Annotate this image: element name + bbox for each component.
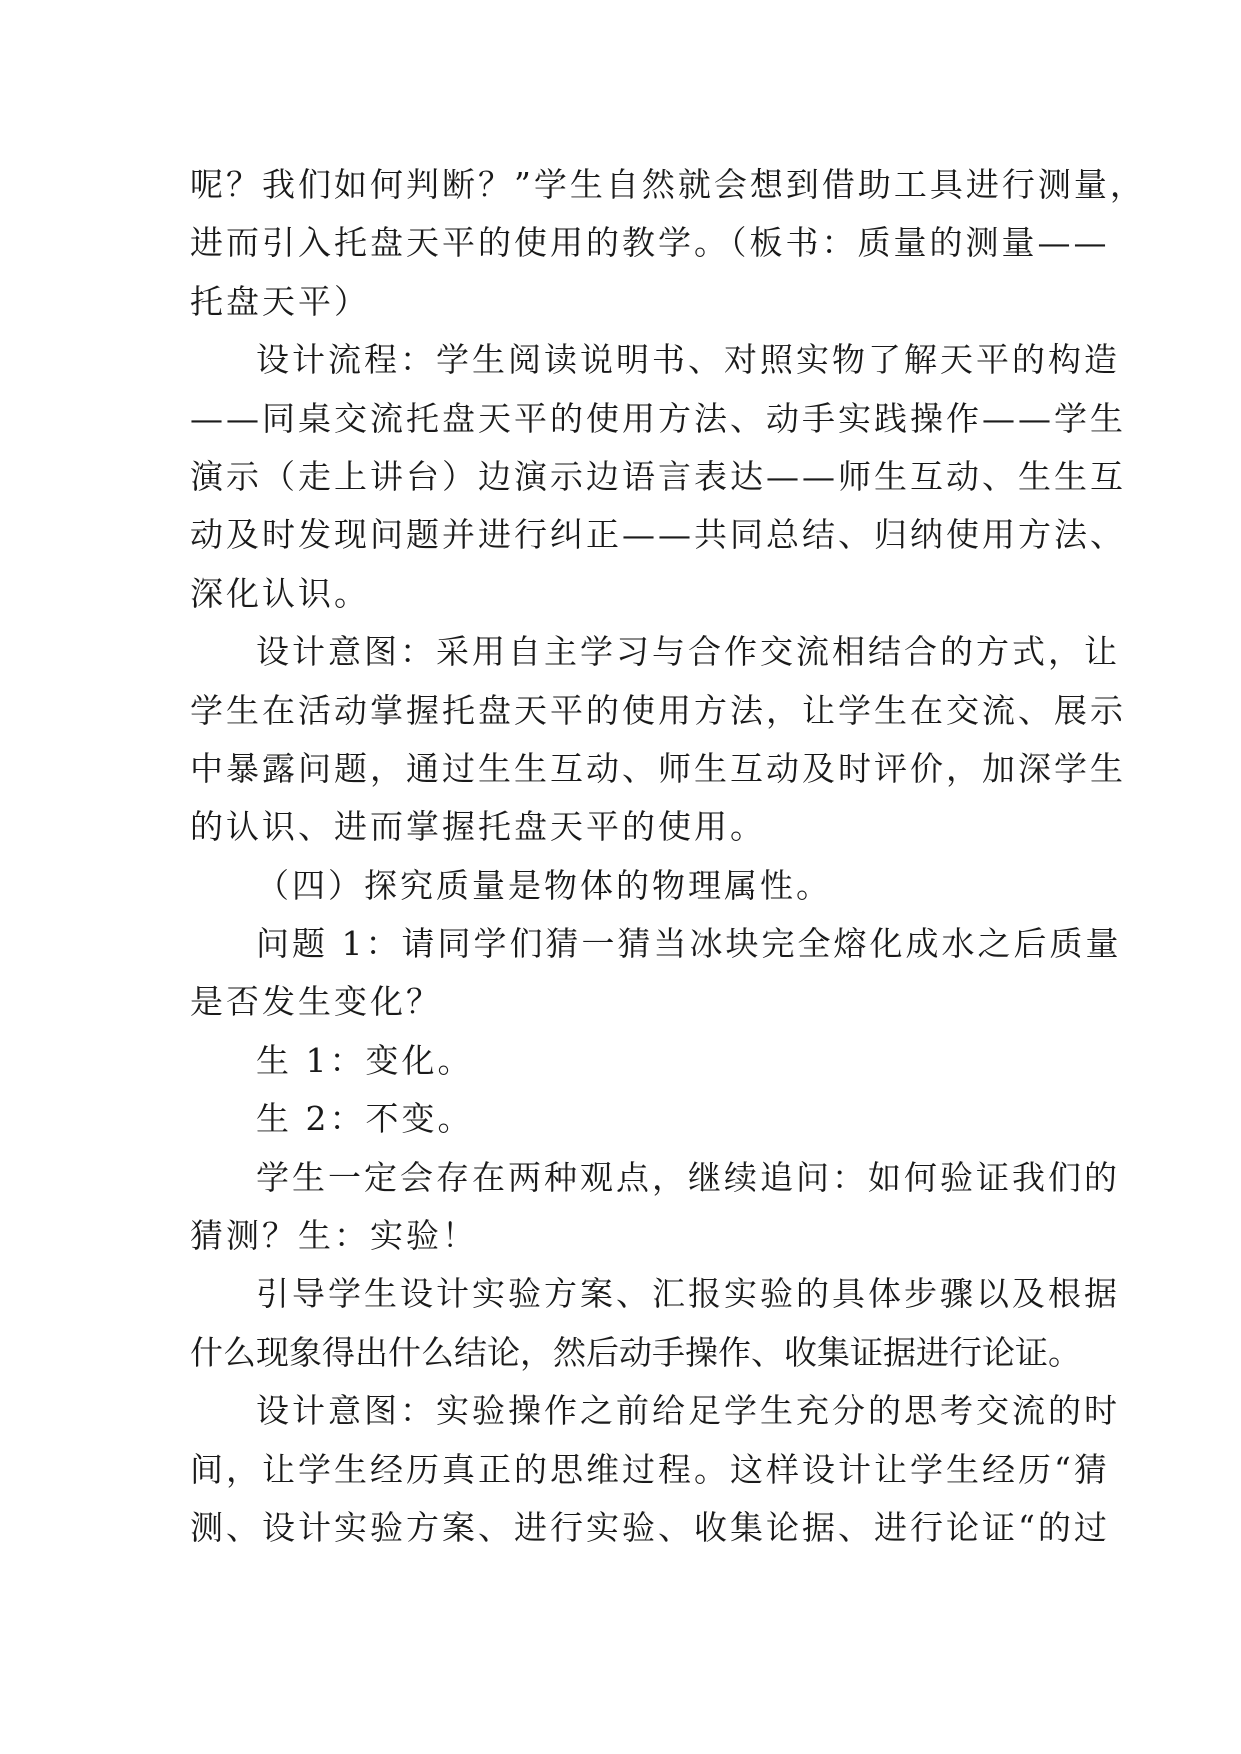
text-line: 动及时发现问题并进行纠正——共同总结、归纳使用方法、 (190, 515, 1126, 555)
text-line: 演示（走上讲台）边演示边语言表达——师生互动、生生互 (190, 456, 1126, 496)
text-line: 学生在活动掌握托盘天平的使用方法，让学生在交流、展示 (190, 690, 1126, 730)
text-line: 引导学生设计实验方案、汇报实验的具体步骤以及根据 (256, 1274, 1120, 1314)
text-line: 设计意图：采用自主学习与合作交流相结合的方式，让 (256, 632, 1120, 672)
text-line: 呢？我们如何判断？”学生自然就会想到借助工具进行测量， (190, 165, 1146, 204)
text-line: 问题 1：请同学们猜一猜当冰块完全熔化成水之后质量 (256, 924, 1122, 964)
section-heading: （四）探究质量是物体的物理属性。 (256, 865, 832, 905)
text-line: 生 1：变化。 (256, 1040, 474, 1080)
text-line: 生 2：不变。 (256, 1099, 474, 1139)
text-line: 间，让学生经历真正的思维过程。这样设计让学生经历“猜 (190, 1449, 1110, 1489)
text-line: 设计流程：学生阅读说明书、对照实物了解天平的构造 (256, 340, 1120, 380)
text-line: 设计意图：实验操作之前给足学生充分的思考交流的时 (256, 1391, 1120, 1431)
text-line: 托盘天平） (190, 281, 370, 321)
text-line: 深化认识。 (190, 573, 370, 613)
text-line: 测、设计实验方案、进行实验、收集论据、进行论证“的过 (190, 1507, 1110, 1547)
text-line: 进而引入托盘天平的使用的教学。（板书：质量的测量—— (190, 223, 1110, 263)
text-line: 是否发生变化？ (190, 982, 442, 1022)
document-body (190, 156, 1146, 1557)
text-line: 学生一定会存在两种观点，继续追问：如何验证我们的 (256, 1157, 1120, 1197)
text-line: 中暴露问题，通过生生互动、师生互动及时评价，加深学生 (190, 748, 1126, 788)
text-line: 什么现象得出什么结论，然后动手操作、收集证据进行论证。 (190, 1332, 1081, 1372)
text-line: 猜测？生：实验！ (190, 1216, 478, 1256)
text-line: 的认识、进而掌握托盘天平的使用。 (190, 807, 766, 847)
text-line: ——同桌交流托盘天平的使用方法、动手实践操作——学生 (190, 398, 1126, 438)
